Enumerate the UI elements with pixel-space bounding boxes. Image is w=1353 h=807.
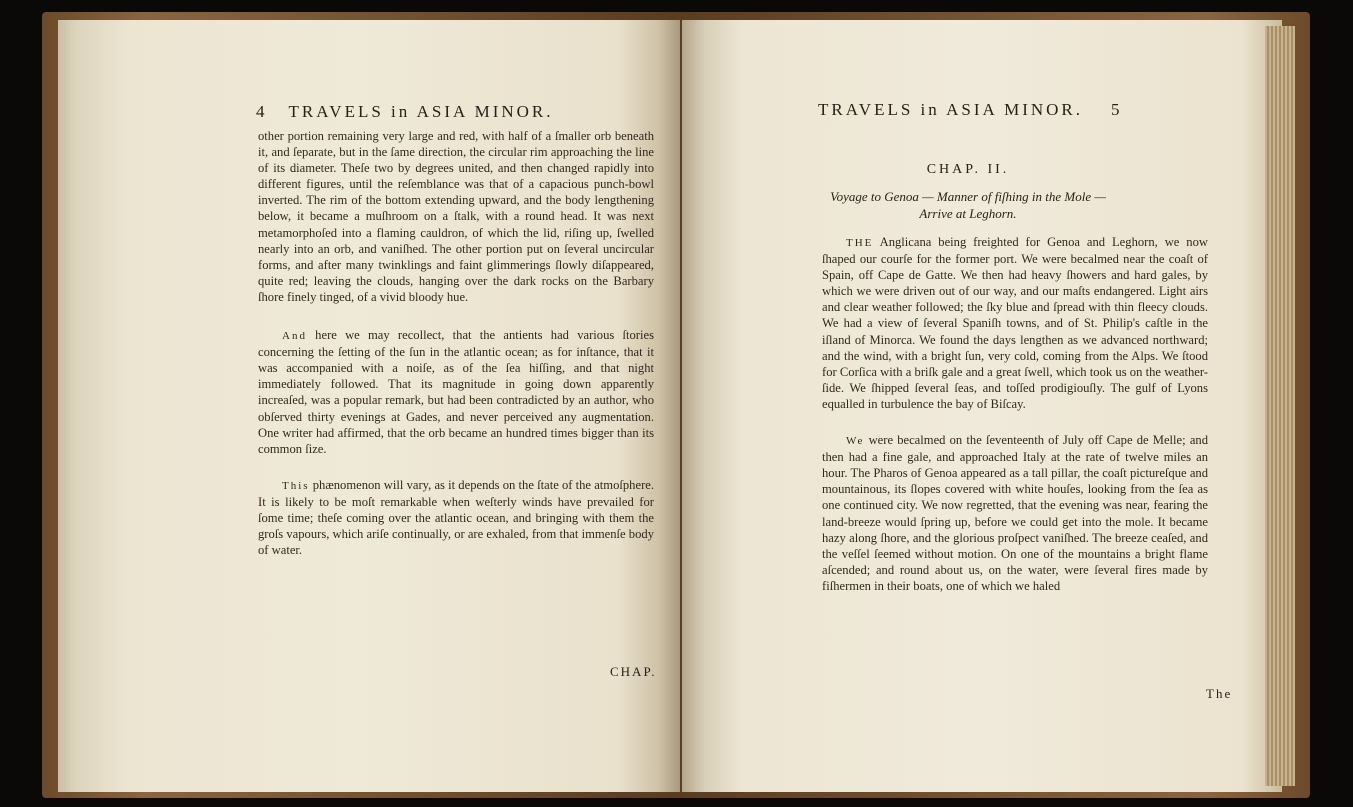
right-paragraph-2 bbox=[822, 432, 1208, 594]
chapter-summary bbox=[682, 188, 1268, 222]
chapter-summary-line-1: Voyage to Genoa — Manner of fiſhing in the Mole — bbox=[830, 189, 1106, 204]
right-page-number: 5 bbox=[1111, 100, 1120, 119]
chapter-summary-line-2: Arrive at Leghorn. bbox=[919, 206, 1017, 221]
right-catchword: The bbox=[1206, 686, 1233, 701]
left-paragraph-2 bbox=[258, 327, 654, 457]
right-paragraph-1-text: Anglicana being freighted for Genoa and Leghorn, we now ſhaped our courſe for the former port. We were becalmed near the coaſt of Spain, off Cape de Gatte. We then had heavy ſhowers and hard gales, by which we were driven out of our way, and our maſts endangered. Light airs and clear weather followed; the ſky blue and ſpread with thin fleecy clouds. We had a view of ſeveral Spaniſh towns, and of St. Philip's caſtle in the iſland of Minorca. We found the days lengthen as we advanced northward; and the wind, with a bright ſun, very cold, coming from the Alps. We ſtood for Corſica with a briſk gale and a great ſwell, which took us on the weather-ſide. We ſhipped ſeveral ſeas, and toſſed prodigiouſly. The gulf of Lyons equalled in turbulence the bay of Biſcay. bbox=[822, 235, 1208, 411]
left-running-head bbox=[256, 102, 554, 122]
right-paragraph-2-text: were becalmed on the ſeventeenth of July off Cape de Melle; and then had a fine gale, and approached Italy at the rate of twelve miles an hour. The Pharos of Genoa appeared as a tall pillar, the coaſt pictureſque and mountainous, its ſlopes covered with white houſes, looking from the ſea as one continued city. We now regretted, that the evening was near, fearing the land-breeze would ſpring up, before we could get into the mole. It became hazy along ſhore, and the glorious proſpect vaniſhed. The breeze ceaſed, and the veſſel ſeemed without motion. On one of the mountains a bright flame aſcended; and round about us, on the water, were ſeveral fires made by fiſhermen in their boats, one of which we haled bbox=[822, 433, 1208, 593]
left-paragraph-2-text: here we may recollect, that the antients had various ſtories concerning the ſetting of the ſun in the atlantic ocean; as for inſtance, that it was accompanied with a noiſe, as of the ſea hiſſing, and that night immediately followed. That its magnitude in going down apparently increaſed, was a popular remark, but had been contradicted by an author, who obſerved thirty evenings at Gades, and never perceived any augmentation. One writer had affirmed, that the orb became an hundred times bigger than its common ſize. bbox=[258, 328, 654, 456]
left-page-number: 4 bbox=[256, 102, 265, 121]
right-text bbox=[822, 234, 1208, 607]
left-paragraph-3-lead: This bbox=[282, 479, 310, 492]
left-page bbox=[58, 20, 680, 792]
right-paragraph-2-lead: We bbox=[846, 435, 865, 448]
left-catchword: CHAP. bbox=[610, 664, 657, 679]
left-paragraph-3-text: phænomenon will vary, as it depends on the ſtate of the atmoſphere. It is likely to be moſt remarkable when weſterly winds have prevailed for ſome time; theſe coming over the atlantic ocean, and bringing with them the groſs vapours, which ariſe continually, or are exhaled, from that immenſe body of water. bbox=[258, 477, 654, 558]
left-running-title: TRAVELS in ASIA MINOR. bbox=[288, 102, 554, 121]
right-paragraph-1-lead: THE bbox=[846, 237, 874, 249]
right-paragraph-1 bbox=[822, 234, 1208, 412]
chapter-title: CHAP. II. bbox=[926, 162, 1010, 177]
page-edges bbox=[1265, 26, 1295, 786]
right-running-title: TRAVELS in ASIA MINOR. bbox=[818, 100, 1083, 119]
left-paragraph-3 bbox=[258, 477, 654, 558]
left-paragraph-2-lead: And bbox=[282, 330, 307, 343]
left-paragraph-1 bbox=[258, 128, 654, 305]
left-text bbox=[258, 128, 654, 571]
right-running-head bbox=[818, 100, 1120, 120]
right-page bbox=[682, 20, 1282, 792]
left-paragraph-1-text: other portion remaining very large and red, with half of a ſmaller orb beneath it, and ſeparate, but in the ſame direction, the circular rim approaching the line of its diameter. Theſe two by degrees united, and then changed rapidly into different figures, until the reſemblance was that of a capacious punch-bowl inverted. The rim of the bottom extending upward, and the body lengthening below, it became a muſhroom on a ſtalk, with a round head. It was next metamorphoſed into a flaming cauldron, of which the lid, riſing up, ſwelled nearly into an orb, and vaniſhed. The other portion put on ſeveral uncircular forms, and after many twinklings and faint glimmerings ſlowly diſappeared, quite red; leaving the clouds, hanging over the dark rocks on the Barbary ſhore finely tinged, of a vivid bloody hue. bbox=[258, 129, 654, 304]
